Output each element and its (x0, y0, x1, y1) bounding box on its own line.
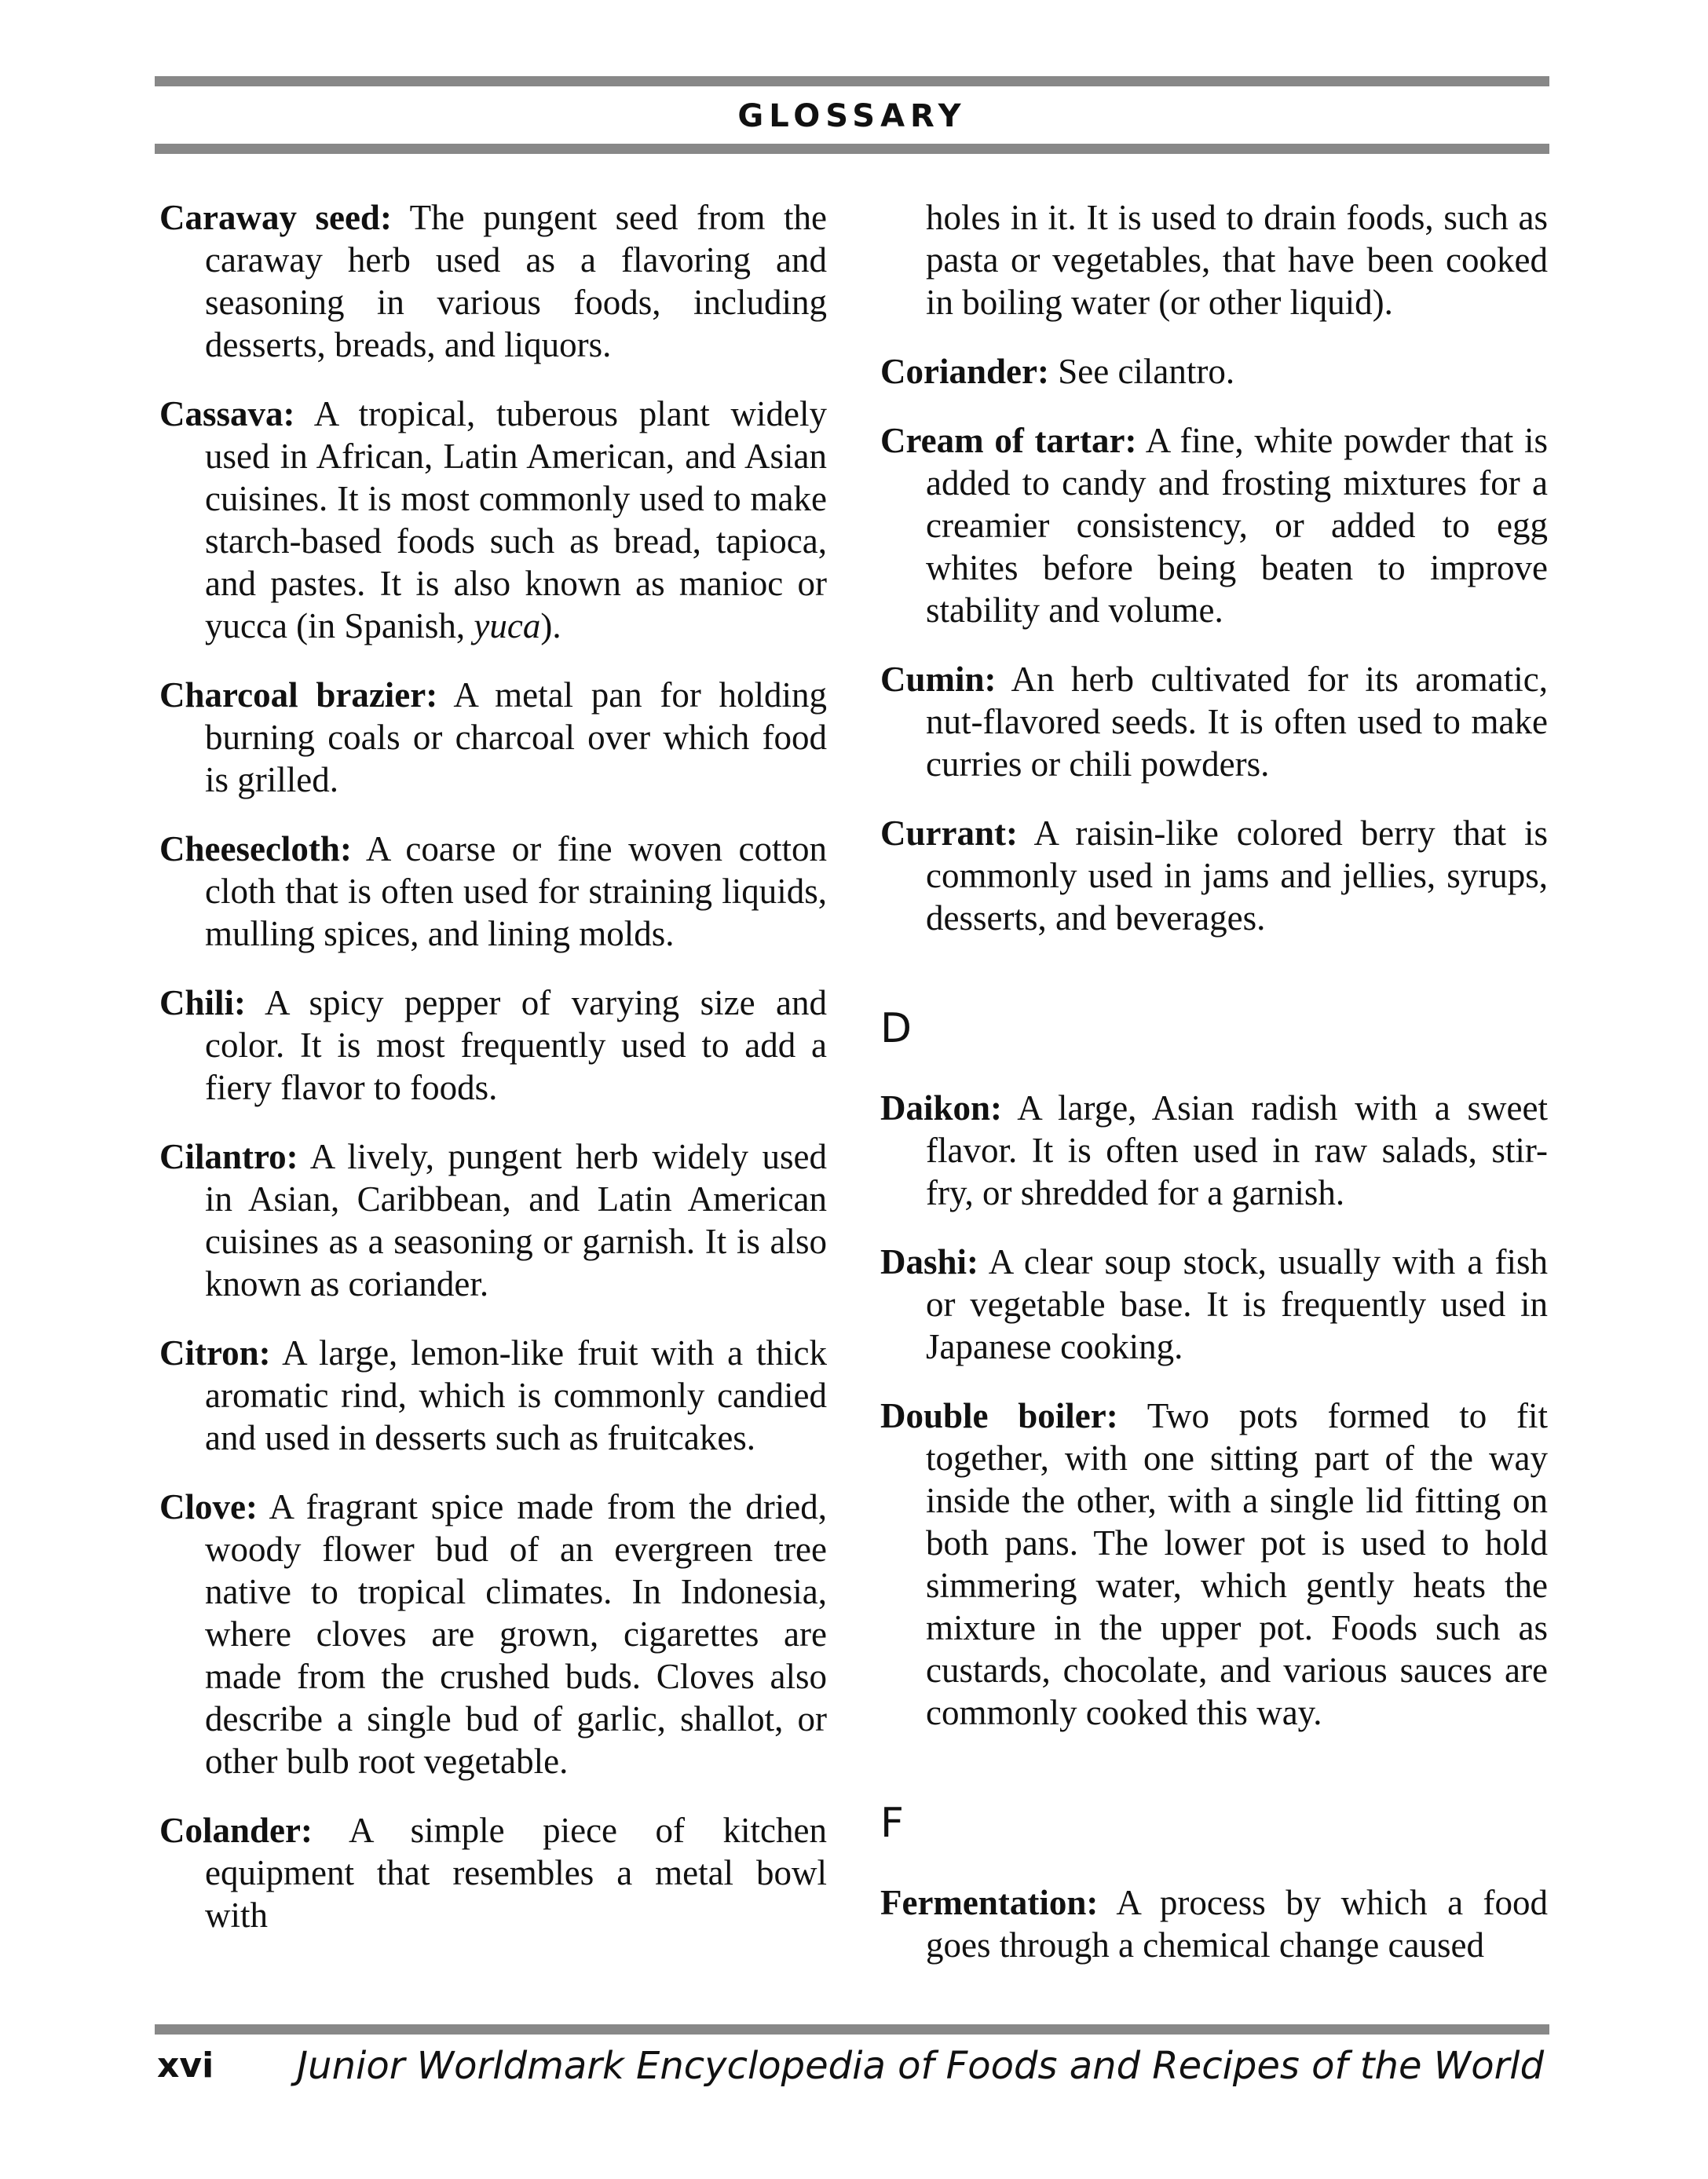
header-rule-top (155, 76, 1549, 86)
glossary-entry-double-boiler (880, 1395, 1548, 1734)
page-header-title: GLOSSARY (737, 98, 967, 134)
glossary-term: Cumin: (880, 660, 997, 699)
page-number: xvi (157, 2046, 214, 2086)
glossary-entry-cumin (880, 658, 1548, 785)
glossary-definition: A fragrant spice made from the dried, woody flower bud of an evergreen tree native to tropical climates. In Indonesia, where cloves are grown, cigarettes are made from the crushed buds. Cloves also describe a single bud of garlic, shallot, or other bulb root vegetable. (205, 1487, 827, 1781)
glossary-entry-colander (159, 1809, 827, 1936)
glossary-definition: A fine, white powder that is added to candy and frosting mixtures for a creamier consistency, or added to egg whites before being beaten to improve stability and volume. (926, 421, 1548, 630)
glossary-entry-fermentation (880, 1881, 1548, 1966)
glossary-entry-currant (880, 812, 1548, 939)
glossary-term: Colander: (159, 1811, 313, 1850)
glossary-definition: A spicy pepper of varying size and color. It is most frequently used to add a fiery flavor to foods. (205, 983, 827, 1107)
glossary-term: Dashi: (880, 1242, 979, 1281)
glossary-term: Cheesecloth: (159, 829, 352, 868)
glossary-term: Double boiler: (880, 1396, 1118, 1435)
glossary-definition: See cilantro. (1058, 352, 1235, 391)
right-column (880, 196, 1548, 1993)
glossary-definition: An herb cultivated for its aromatic, nut-flavored seeds. It is often used to make curries or chili powders. (926, 660, 1548, 784)
section-heading-f: F (880, 1800, 904, 1847)
glossary-term: Cream of tartar: (880, 421, 1137, 460)
glossary-definition: A lively, pungent herb widely used in Asian, Caribbean, and Latin American cuisines as a seasoning or garnish. It is also known as coriander. (205, 1137, 827, 1303)
glossary-entry-cheesecloth (159, 828, 827, 955)
glossary-definition-italic: yuca (474, 606, 541, 645)
glossary-definition: The pungent seed from the caraway herb used as a flavoring and seasoning in various foods, including desserts, breads, and liquors. (205, 198, 828, 364)
glossary-entry-charcoal-brazier (159, 674, 827, 801)
glossary-definition: A coarse or fine woven cotton cloth that is often used for straining liquids, mulling spices, and lining molds. (205, 829, 827, 953)
header-rule-bottom (155, 144, 1549, 154)
glossary-definition: Two pots formed to fit together, with one sitting part of the way inside the other, with a single lid fitting on both pans. The lower pot is used to hold simmering water, which gently heats the mixture in the upper pot. Foods such as custards, chocolate, and various sauces are commonly cooked this way. (926, 1396, 1549, 1732)
glossary-entry-clove (159, 1486, 827, 1782)
glossary-term: Daikon: (880, 1088, 1003, 1128)
glossary-term: Citron: (159, 1333, 271, 1373)
glossary-entry-caraway-seed (159, 196, 827, 366)
left-column (159, 196, 827, 1963)
section-heading-d: D (880, 1005, 913, 1052)
glossary-entry-chili (159, 982, 827, 1109)
glossary-entry-daikon (880, 1087, 1548, 1214)
glossary-definition: A clear soup stock, usually with a fish or vegetable base. It is frequently used in Japanese cooking. (926, 1242, 1548, 1366)
glossary-entry-cassava (159, 393, 827, 647)
book-title: Junior Worldmark Encyclopedia of Foods and Recipes of the World (297, 2044, 1545, 2088)
glossary-entry-citron (159, 1332, 827, 1459)
glossary-term: Fermentation: (880, 1883, 1099, 1922)
glossary-entry-dashi (880, 1241, 1548, 1368)
footer-rule (155, 2024, 1549, 2035)
glossary-term: Charcoal brazier: (159, 675, 438, 715)
glossary-definition: A simple piece of kitchen equipment that resembles a metal bowl with (205, 1811, 827, 1935)
glossary-entry-continuation: holes in it. It is used to drain foods, such as pasta or vegetables, that have been cooked in boiling water (or other liquid). (926, 198, 1548, 322)
glossary-definition: A large, lemon-like fruit with a thick aromatic rind, which is commonly candied and used in desserts such as fruitcakes. (205, 1333, 827, 1457)
glossary-definition-tail: ). (540, 606, 561, 645)
glossary-definition: A large, Asian radish with a sweet flavor. It is often used in raw salads, stir-fry, or shredded for a garnish. (926, 1088, 1548, 1212)
glossary-entry-cilantro (159, 1135, 827, 1305)
glossary-term: Currant: (880, 813, 1018, 853)
glossary-term: Cilantro: (159, 1137, 298, 1176)
glossary-term: Cassava: (159, 394, 295, 433)
glossary-entry-cream-of-tartar (880, 419, 1548, 631)
glossary-definition: A tropical, tuberous plant widely used in African, Latin American, and Asian cuisines. It is most commonly used to make starch-based foods such as bread, tapioca, and pastes. It is also known as manioc or yucca (in Spanish, (205, 394, 827, 645)
glossary-term: Caraway seed: (159, 198, 392, 237)
glossary-entry-coriander (880, 350, 1548, 393)
glossary-term: Chili: (159, 983, 247, 1022)
glossary-definition: A process by which a food goes through a chemical change caused (926, 1883, 1548, 1965)
glossary-definition: A metal pan for holding burning coals or charcoal over which food is grilled. (205, 675, 827, 799)
glossary-term: Clove: (159, 1487, 258, 1526)
glossary-term: Coriander: (880, 352, 1049, 391)
glossary-definition: A raisin-like colored berry that is commonly used in jams and jellies, syrups, desserts, and beverages. (926, 813, 1548, 938)
